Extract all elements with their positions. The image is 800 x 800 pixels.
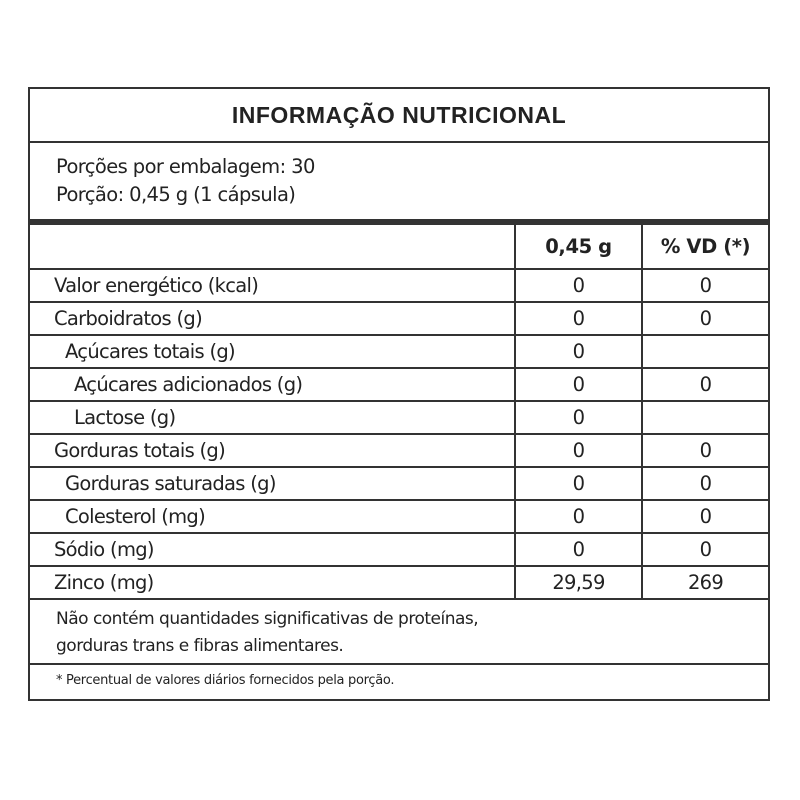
page-title: INFORMAÇÃO NUTRICIONAL xyxy=(231,101,567,128)
nutrient-amount: 0 xyxy=(515,269,642,302)
nutrient-dv: 0 xyxy=(642,434,768,467)
nutrient-dv: 0 xyxy=(642,302,768,335)
footnote-divider xyxy=(30,663,768,665)
nutrient-amount: 0 xyxy=(515,335,642,368)
table-header-row xyxy=(30,225,768,269)
nutrient-dv xyxy=(642,335,768,368)
nutrient-dv: 0 xyxy=(642,533,768,566)
nutrient-dv: 0 xyxy=(642,269,768,302)
nutrient-dv xyxy=(642,401,768,434)
table-row xyxy=(30,335,768,368)
table-row xyxy=(30,434,768,467)
nutrient-label: Sódio (mg) xyxy=(30,533,515,566)
nutrient-amount: 0 xyxy=(515,467,642,500)
nutrient-amount: 0 xyxy=(515,434,642,467)
nutrition-table xyxy=(30,225,768,600)
serving-size: Porção: 0,45 g (1 cápsula) xyxy=(56,183,296,206)
note-line: gorduras trans e fibras alimentares. xyxy=(56,636,344,656)
nutrition-note xyxy=(56,606,478,660)
nutrient-amount: 0 xyxy=(515,533,642,566)
table-row xyxy=(30,302,768,335)
header-daily-value: % VD (*) xyxy=(642,225,768,269)
nutrient-amount: 0 xyxy=(515,368,642,401)
table-row xyxy=(30,566,768,599)
nutrition-facts-panel xyxy=(28,87,770,701)
nutrient-amount: 0 xyxy=(515,302,642,335)
title-row xyxy=(30,89,768,143)
footnote: * Percentual de valores diários fornecidos pela porção. xyxy=(56,673,395,688)
nutrient-label: Gorduras saturadas (g) xyxy=(30,467,515,500)
nutrient-label: Açúcares totais (g) xyxy=(30,335,515,368)
nutrient-dv: 269 xyxy=(642,566,768,599)
nutrient-label: Colesterol (mg) xyxy=(30,500,515,533)
nutrient-label: Açúcares adicionados (g) xyxy=(30,368,515,401)
serving-info xyxy=(56,153,315,209)
table-row xyxy=(30,500,768,533)
nutrient-dv: 0 xyxy=(642,368,768,401)
servings-per-package: Porções por embalagem: 30 xyxy=(56,155,315,178)
table-row xyxy=(30,368,768,401)
nutrient-amount: 29,59 xyxy=(515,566,642,599)
table-row xyxy=(30,269,768,302)
table-row xyxy=(30,401,768,434)
nutrient-amount: 0 xyxy=(515,401,642,434)
nutrient-label: Gorduras totais (g) xyxy=(30,434,515,467)
nutrient-label: Lactose (g) xyxy=(30,401,515,434)
nutrient-dv: 0 xyxy=(642,500,768,533)
nutrient-dv: 0 xyxy=(642,467,768,500)
table-row xyxy=(30,533,768,566)
header-nutrient xyxy=(30,225,515,269)
nutrient-label: Carboidratos (g) xyxy=(30,302,515,335)
table-row xyxy=(30,467,768,500)
header-amount: 0,45 g xyxy=(515,225,642,269)
nutrient-amount: 0 xyxy=(515,500,642,533)
nutrient-label: Zinco (mg) xyxy=(30,566,515,599)
nutrient-label: Valor energético (kcal) xyxy=(30,269,515,302)
note-line: Não contém quantidades significativas de proteínas, xyxy=(56,609,479,629)
